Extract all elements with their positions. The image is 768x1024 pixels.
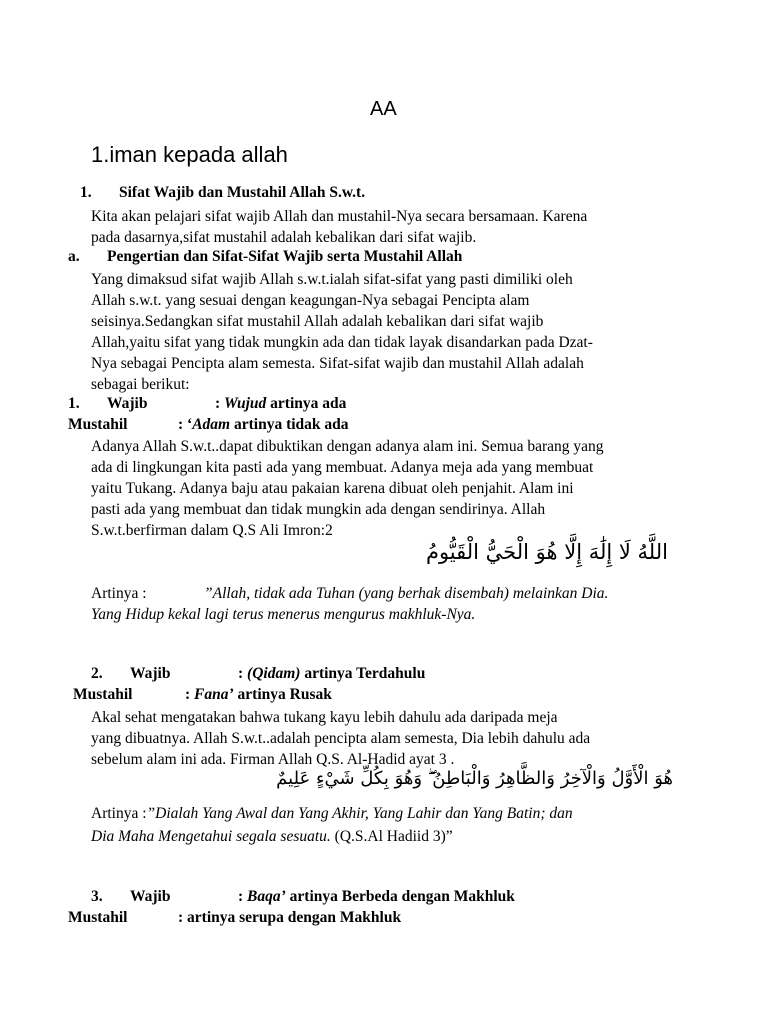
mustahil-definition xyxy=(178,909,401,927)
wajib-meaning: artinya ada xyxy=(266,395,347,412)
wajib-term: Wujud xyxy=(224,395,267,412)
wajib-term: (Qidam) xyxy=(247,665,301,682)
wajib-label: Wajib xyxy=(107,395,148,412)
wajib-label: Wajib xyxy=(130,665,171,682)
section-heading: Sifat Wajib dan Mustahil Allah S.w.t. xyxy=(119,184,366,201)
paragraph-line: S.w.t.berfirman dalam Q.S Ali Imron:2 xyxy=(91,522,333,539)
paragraph-line: yang dibuatnya. Allah S.w.t..adalah pencipta alam semesta, Dia lebih dahulu ada xyxy=(91,730,591,747)
paragraph-line: yaitu Tukang. Adanya baju atau pakaian karena dibuat oleh penjahit. Alam ini xyxy=(91,480,574,497)
mustahil-meaning: artinya tidak ada xyxy=(230,416,349,433)
mustahil-label: Mustahil xyxy=(68,416,128,433)
paragraph-line: Nya sebagai Pencipta alam semesta. Sifat-sifat wajib dan mustahil Allah adalah xyxy=(91,355,584,372)
wajib-colon: : xyxy=(238,665,248,682)
mustahil-meaning: artinya serupa dengan Makhluk xyxy=(187,909,402,926)
arabic-verse: اللَّهُ لَا إِلَٰهَ إِلَّا هُوَ الْحَيُّ الْقَيُّومُ xyxy=(425,540,668,564)
wajib-definition xyxy=(238,665,425,683)
wajib-meaning: artinya Terdahulu xyxy=(300,665,426,682)
translation-line: ”Allah, tidak ada Tuhan (yang berhak disembah) melainkan Dia. xyxy=(204,585,609,602)
paragraph-line: Allah s.w.t. yang sesuai dengan keagungan-Nya sebagai Pencipta alam xyxy=(91,292,530,309)
translation-label: Artinya : xyxy=(91,585,147,602)
paragraph-line: sebelum alam ini ada. Firman Allah Q.S. Al-Hadid ayat 3 . xyxy=(91,751,455,768)
paragraph-line: Kita akan pelajari sifat wajib Allah dan mustahil-Nya secara bersamaan. Karena xyxy=(91,208,588,225)
paragraph-line: Akal sehat mengatakan bahwa tukang kayu lebih dahulu ada daripada meja xyxy=(91,709,558,726)
arabic-verse: هُوَ الْأَوَّلُ وَالْآخِرُ وَالظَّاهِرُ وَالْبَاطِنُ ۖ وَهُوَ بِكُلِّ شَيْءٍ عَلِيمٌ xyxy=(276,768,673,789)
mustahil-term: Adam xyxy=(192,416,231,433)
paragraph-line: sebagai berikut: xyxy=(91,376,190,393)
paragraph-line: pada dasarnya,sifat mustahil adalah kebalikan dari sifat wajib. xyxy=(91,229,477,246)
paragraph-line: Allah,yaitu sifat yang tidak mungkin ada dan tidak layak disandarkan pada Dzat- xyxy=(91,334,593,351)
paragraph-line: pasti ada yang membuat dan tidak mungkin ada dengan sendirinya. Allah xyxy=(91,501,546,518)
mustahil-colon: : xyxy=(185,686,195,703)
page-title: 1.iman kepada allah xyxy=(91,142,288,167)
wajib-meaning: artinya Berbeda dengan Makhluk xyxy=(285,888,515,905)
paragraph-line: Adanya Allah S.w.t..dapat dibuktikan dengan adanya alam ini. Semua barang yang xyxy=(91,438,604,455)
translation-line: Yang Hidup kekal lagi terus menerus mengurus makhluk-Nya. xyxy=(91,606,476,623)
paragraph-line: Yang dimaksud sifat wajib Allah s.w.t.ialah sifat-sifat yang pasti dimiliki oleh xyxy=(91,271,573,288)
page-header: AA xyxy=(370,98,397,120)
translation-reference: (Q.S.Al Hadiid 3)” xyxy=(330,828,453,845)
section-number: 1. xyxy=(80,184,92,201)
mustahil-term: Fana’ xyxy=(194,686,234,703)
mustahil-label: Mustahil xyxy=(73,686,133,703)
translation-block xyxy=(91,803,573,824)
translation-block xyxy=(91,826,453,847)
subsection-letter: a. xyxy=(68,248,80,265)
wajib-colon: : xyxy=(238,888,248,905)
mustahil-definition xyxy=(185,686,332,704)
translation-line: Dia Maha Mengetahui segala sesuatu. xyxy=(91,828,331,845)
paragraph-line: seisinya.Sedangkan sifat mustahil Allah adalah kebalikan dari sifat wajib xyxy=(91,313,544,330)
item-number: 3. xyxy=(91,888,103,905)
item-number: 2. xyxy=(91,665,103,682)
wajib-colon: : xyxy=(215,395,225,412)
translation-label: Artinya : xyxy=(91,805,147,822)
paragraph-line: ada di lingkungan kita pasti ada yang membuat. Adanya meja ada yang membuat xyxy=(91,459,594,476)
mustahil-meaning: artinya Rusak xyxy=(233,686,332,703)
mustahil-definition xyxy=(178,416,349,434)
mustahil-colon: : ‘ xyxy=(178,416,193,433)
translation-line: ”Dialah Yang Awal dan Yang Akhir, Yang Lahir dan Yang Batin; dan xyxy=(146,805,573,822)
wajib-definition xyxy=(215,395,346,413)
subsection-heading: Pengertian dan Sifat-Sifat Wajib serta Mustahil Allah xyxy=(107,248,463,265)
mustahil-label: Mustahil xyxy=(68,909,128,926)
item-number: 1. xyxy=(68,395,80,412)
wajib-term: Baqa’ xyxy=(247,888,286,905)
mustahil-colon: : xyxy=(178,909,188,926)
wajib-definition xyxy=(238,888,515,906)
wajib-label: Wajib xyxy=(130,888,171,905)
